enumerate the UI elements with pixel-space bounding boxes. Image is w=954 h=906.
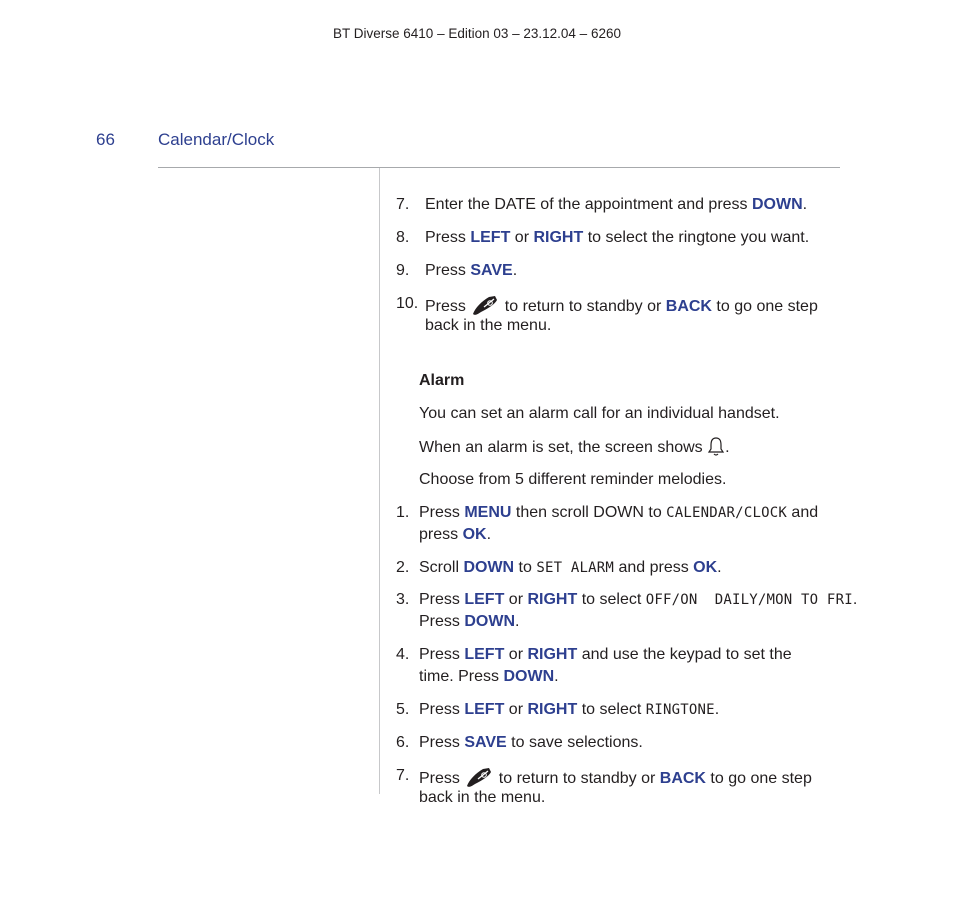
step-number: 6.: [396, 734, 410, 751]
paragraph: Choose from 5 different reminder melodies.: [419, 471, 727, 488]
step-text: to go one step: [705, 770, 812, 787]
step-text: .: [554, 668, 559, 685]
step-text: Press: [419, 770, 465, 787]
step-text: and press: [614, 559, 694, 576]
step-text: .: [512, 262, 518, 279]
step-number: 8.: [396, 229, 410, 246]
step-continuation: [419, 666, 559, 688]
paragraph: You can set an alarm call for an individual handset.: [419, 405, 780, 422]
step-text: to select: [577, 591, 646, 608]
step-text: or: [510, 229, 534, 246]
column-rule: [379, 168, 380, 794]
key-label: DOWN: [464, 613, 515, 630]
step-number: 4.: [396, 646, 410, 663]
key-label: BACK: [659, 770, 706, 787]
key-label: DOWN: [503, 668, 555, 685]
screen-text: SET ALARM: [536, 560, 615, 576]
step-text: to return to standby or: [500, 298, 666, 315]
step-text: Press: [419, 734, 465, 751]
step-text: or: [504, 701, 528, 718]
step-text: Press: [419, 646, 465, 663]
step-text: Press: [419, 504, 465, 521]
step-text: to: [514, 559, 537, 576]
step-text: .: [486, 526, 492, 543]
step-text: Press: [425, 298, 471, 315]
key-label: OK: [693, 559, 718, 576]
alarm-bell-icon: [707, 436, 725, 465]
step-number: 5.: [396, 701, 410, 718]
step-text: and: [786, 504, 819, 521]
step-number: 3.: [396, 591, 410, 608]
step-number: 7.: [396, 767, 410, 784]
page-number: 66: [96, 130, 115, 149]
step-text: time. Press: [419, 668, 504, 685]
step-continuation: [419, 524, 491, 546]
key-label: RIGHT: [533, 229, 584, 246]
step-number: 2.: [396, 559, 410, 576]
key-label: RIGHT: [527, 701, 578, 718]
document-reference: BT Diverse 6410 – Edition 03 – 23.12.04 – 6260: [333, 26, 621, 41]
step-text: Enter the DATE of the appointment and press: [425, 196, 752, 213]
screen-text: CALENDAR/CLOCK: [666, 505, 787, 521]
key-label: DOWN: [463, 559, 515, 576]
header-rule: [158, 167, 840, 168]
key-label: RIGHT: [527, 646, 578, 663]
section-title: Calendar/Clock: [158, 130, 275, 149]
paragraph: [419, 436, 730, 465]
step-text: to save selections.: [506, 734, 643, 751]
key-label: LEFT: [464, 646, 505, 663]
paragraph-text: When an alarm is set, the screen shows: [419, 439, 708, 456]
step-text: or: [504, 646, 528, 663]
key-label: SAVE: [470, 262, 513, 279]
step-number: 7.: [396, 196, 410, 213]
step-text: and use the keypad to set the: [577, 646, 792, 663]
step-text: Press: [419, 591, 465, 608]
step-text: .: [852, 591, 858, 608]
step-text: or: [504, 591, 528, 608]
step-text: .: [714, 701, 720, 718]
section-heading: Alarm: [419, 372, 465, 389]
step-number: 9.: [396, 262, 410, 279]
screen-text: RINGTONE: [645, 702, 715, 718]
step-text: Press: [425, 262, 471, 279]
step-text: then scroll DOWN to: [511, 504, 667, 521]
screen-text: OFF/ON DAILY/MON TO FRI: [645, 592, 853, 608]
key-label: LEFT: [464, 701, 505, 718]
step-continuation: back in the menu.: [425, 317, 552, 334]
step-number: 1.: [396, 504, 410, 521]
key-label: LEFT: [464, 591, 505, 608]
step-text: to select the ringtone you want.: [583, 229, 810, 246]
step-text: Press: [425, 229, 471, 246]
step-text: to return to standby or: [494, 770, 660, 787]
step-text: press: [419, 526, 463, 543]
step-text: .: [802, 196, 808, 213]
step-text: to select: [577, 701, 646, 718]
paragraph-text: .: [725, 439, 730, 456]
key-label: OK: [462, 526, 487, 543]
key-label: BACK: [665, 298, 712, 315]
step-text: .: [515, 613, 520, 630]
step-text: to go one step: [711, 298, 818, 315]
key-label: SAVE: [464, 734, 507, 751]
step-continuation: [419, 611, 519, 633]
step-continuation: back in the menu.: [419, 789, 546, 806]
key-label: RIGHT: [527, 591, 578, 608]
key-label: MENU: [464, 504, 512, 521]
step-text: Scroll: [419, 559, 464, 576]
step-text: Press: [419, 613, 465, 630]
step-text: .: [717, 559, 722, 576]
step-text: Press: [419, 701, 465, 718]
key-label: DOWN: [752, 196, 803, 213]
key-label: LEFT: [470, 229, 511, 246]
step-number: 10.: [396, 295, 419, 312]
